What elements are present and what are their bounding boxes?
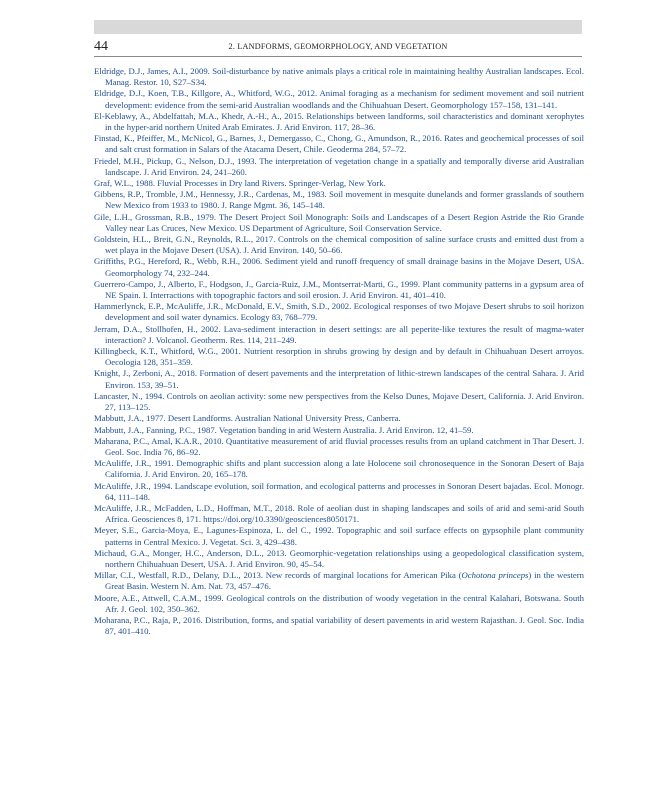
page-header (94, 38, 582, 57)
reference-entry (94, 593, 584, 615)
page-number: 44 (94, 39, 108, 54)
reference-list (94, 66, 584, 637)
reference-text: Eldridge, D.J., Koen, T.B., Killgore, A., Whitford, W.G., 2012. Animal foraging as a mechanism for sediment movement and soil nutrient development: evidence from the semi-arid Australian woodlands and the Chihuahuan Desert. Geomorphology 157–158, 131–141. (94, 88, 584, 110)
reference-entry (94, 503, 584, 525)
reference-entry (94, 525, 584, 547)
reference-text: McAuliffe, J.R., 1991. Demographic shifts and plant succession along a late Holocene soil chronosequence in the Sonoran Desert of Baja California. J. Arid Environ. 20, 165–178. (94, 458, 584, 480)
reference-entry (94, 234, 584, 256)
reference-text: McAuliffe, J.R., McFadden, L.D., Hoffman, M.T., 2018. Role of aeolian dust in shaping landscapes and soils of arid and semi-arid South Africa. Geosciences 8, 171. https://doi.org/10.3390/geosciences8050171. (94, 502, 584, 525)
reference-italic-text: Ochotona princeps (461, 570, 529, 581)
reference-entry (94, 615, 584, 637)
reference-text: Griffiths, P.G., Hereford, R., Webb, R.H., 2006. Sediment yield and runoff frequency of small drainage basins in the Mojave Desert, USA. Geomorphology 74, 232–244. (94, 256, 584, 278)
reference-entry (94, 279, 584, 301)
reference-entry (94, 324, 584, 346)
reference-entry (94, 481, 584, 503)
reference-text: Moharana, P.C., Raja, P., 2016. Distribution, forms, and spatial variability of desert pavements in arid western Rajasthan. J. Geol. Soc. India 87, 401–410. (94, 614, 584, 637)
reference-entry (94, 133, 584, 155)
reference-text: Goldstein, H.L., Breit, G.N., Reynolds, R.L., 2017. Controls on the chemical composition of saline surface crusts and emitted dust from a wet playa in the Mojave Desert (USA). J. Arid Environ. 140, 50–66. (94, 234, 584, 256)
reference-text: Gibbens, R.P., Tromble, J.M., Hennessy, J.R., Cardenas, M., 1983. Soil movement in mesquite dunelands and former grasslands of southern New Mexico from 1933 to 1980. J. Range Mgmt. 36, 145–148. (94, 189, 584, 211)
reference-entry (94, 436, 584, 458)
reference-entry (94, 212, 584, 234)
reference-entry (94, 111, 584, 133)
reference-text: Graf, W.L., 1988. Fluvial Processes in Dry land Rivers. Springer-Verlag, New York. (94, 178, 386, 189)
reference-text: ) in the western Great Basin. Western N. Am. Nat. 73, 457–476. (105, 570, 585, 592)
reference-entry (94, 458, 584, 480)
reference-entry (94, 346, 584, 368)
reference-entry (94, 425, 584, 436)
header-color-band (94, 20, 582, 34)
reference-text: Moore, A.E., Attwell, C.A.M., 1999. Geological controls on the distribution of woody vegetation in the central Kalahari, Botswana. South Afr. J. Geol. 102, 350–362. (94, 592, 584, 614)
reference-entry (94, 156, 584, 178)
reference-text: Meyer, S.E., Garcia-Moya, E., Lagunes-Espinoza, L. del C., 1992. Topographic and soil surface effects on gypsophile plant community patterns in Central Mexico. J. Vegetat. Sci. 3, 429–438. (94, 525, 584, 547)
reference-entry (94, 301, 584, 323)
reference-text: Jerram, D.A., Stollhofen, H., 2002. Lava-sediment interaction in desert settings: are all peperite-like textures the result of magma-water interaction? J. Volcanol. Geotherm. Res. 114, 211–249. (94, 323, 584, 345)
reference-text: Millar, C.I., Westfall, R.D., Delany, D.L., 2013. New records of marginal locations for American Pika ( (94, 570, 462, 581)
reference-text: Killingbeck, K.T., Whitford, W.G., 2001. Nutrient resorption in shrubs growing by design and by default in Chihuahuan Desert arroyos. Oecologia 128, 351–359. (94, 346, 584, 368)
reference-text: Gile, L.H., Grossman, R.B., 1979. The Desert Project Soil Monograph: Soils and Landscapes of a Desert Region Astride the Rio Grande Valley near Las Cruces, New Mexico. US Department of Agriculture, Soil Conservation Service. (94, 211, 584, 233)
reference-entry (94, 391, 584, 413)
reference-text: Eldridge, D.J., James, A.I., 2009. Soil-disturbance by native animals plays a critical role in maintaining healthy Australian landscapes. Ecol. Manag. Restor. 10, S27–S34. (94, 66, 584, 88)
reference-entry (94, 256, 584, 278)
reference-text: Mabbutt, J.A., 1977. Desert Landforms. Australian National University Press, Canberra. (94, 413, 401, 424)
reference-text: Guerrero-Campo, J., Alberto, F., Hodgson, J., Garcia-Ruiz, J.M., Montserrat-Marti, G., 1999. Plant community patterns in a gypsum area of NE Spain. I. Interractions with topographic factors and soil erosion. J. Arid Environ. 41, 401–410. (94, 278, 584, 301)
reference-entry (94, 368, 584, 390)
reference-entry (94, 88, 584, 110)
reference-text: Knight, J., Zerboni, A., 2018. Formation of desert pavements and the interpretation of lithic-strewn landscapes of the central Sahara. J. Arid Environ. 153, 39–51. (94, 368, 584, 390)
reference-text: Finstad, K., Pfeiffer, M., McNicol, G., Barnes, J., Demergasso, C., Chong, G., Amundson, R., 2016. Rates and geochemical processes of soil and salt crust formation in Salars of the Atacama Desert, Chile. Geoderma 284, 57–72. (94, 133, 584, 155)
reference-entry (94, 66, 584, 88)
reference-text: Lancaster, N., 1994. Controls on aeolian activity: some new perspectives from the Kelso Dunes, Mojave Desert, California. J. Arid Environ. 27, 113–125. (94, 390, 584, 413)
reference-text: Mabbutt, J.A., Fanning, P.C., 1987. Vegetation banding in arid Western Australia. J. Arid Environ. 12, 41–59. (94, 424, 474, 435)
reference-entry (94, 570, 584, 592)
reference-text: Michaud, G.A., Monger, H.C., Anderson, D.L., 2013. Geomorphic-vegetation relationships using a geopedological classification system, northern Chihuahuan Desert, USA. J. Arid Environ. 90, 45–54. (94, 547, 584, 569)
reference-text: Maharana, P.C., Amal, K.A.R., 2010. Quantitative measurement of arid fluvial processes results from an upland catchment in Thar Desert. J. Geol. Soc. India 76, 86–92. (94, 435, 584, 457)
reference-entry (94, 548, 584, 570)
running-head: 2. LANDFORMS, GEOMORPHOLOGY, AND VEGETATION (228, 42, 448, 51)
reference-text: Friedel, M.H., Pickup, G., Nelson, D.J., 1993. The interpretation of vegetation change in a spatially and temporally diverse arid Australian landscape. J. Arid Environ. 24, 241–260. (94, 155, 584, 177)
reference-entry (94, 178, 584, 189)
reference-text: El-Keblawy, A., Abdelfattah, M.A., Khedr, A.-H., A., 2015. Relationships between landforms, soil characteristics and dominant xerophytes in the hyper-arid northern United Arab Emirates. J. Arid Environ. 117, 28–36. (94, 110, 584, 133)
reference-text: McAuliffe, J.R., 1994. Landscape evolution, soil formation, and ecological patterns and processes in Sonoran Desert bajadas. Ecol. Monogr. 64, 111–148. (94, 480, 584, 502)
reference-entry (94, 413, 584, 424)
reference-text: Hammerlynck, E.P., McAuliffe, J.R., McDonald, E.V., Smith, S.D., 2002. Ecological responses of two Mojave Desert shrubs to soil horizon development and soil water dynamics. Ecology 83, 768–779. (94, 301, 584, 323)
reference-entry (94, 189, 584, 211)
